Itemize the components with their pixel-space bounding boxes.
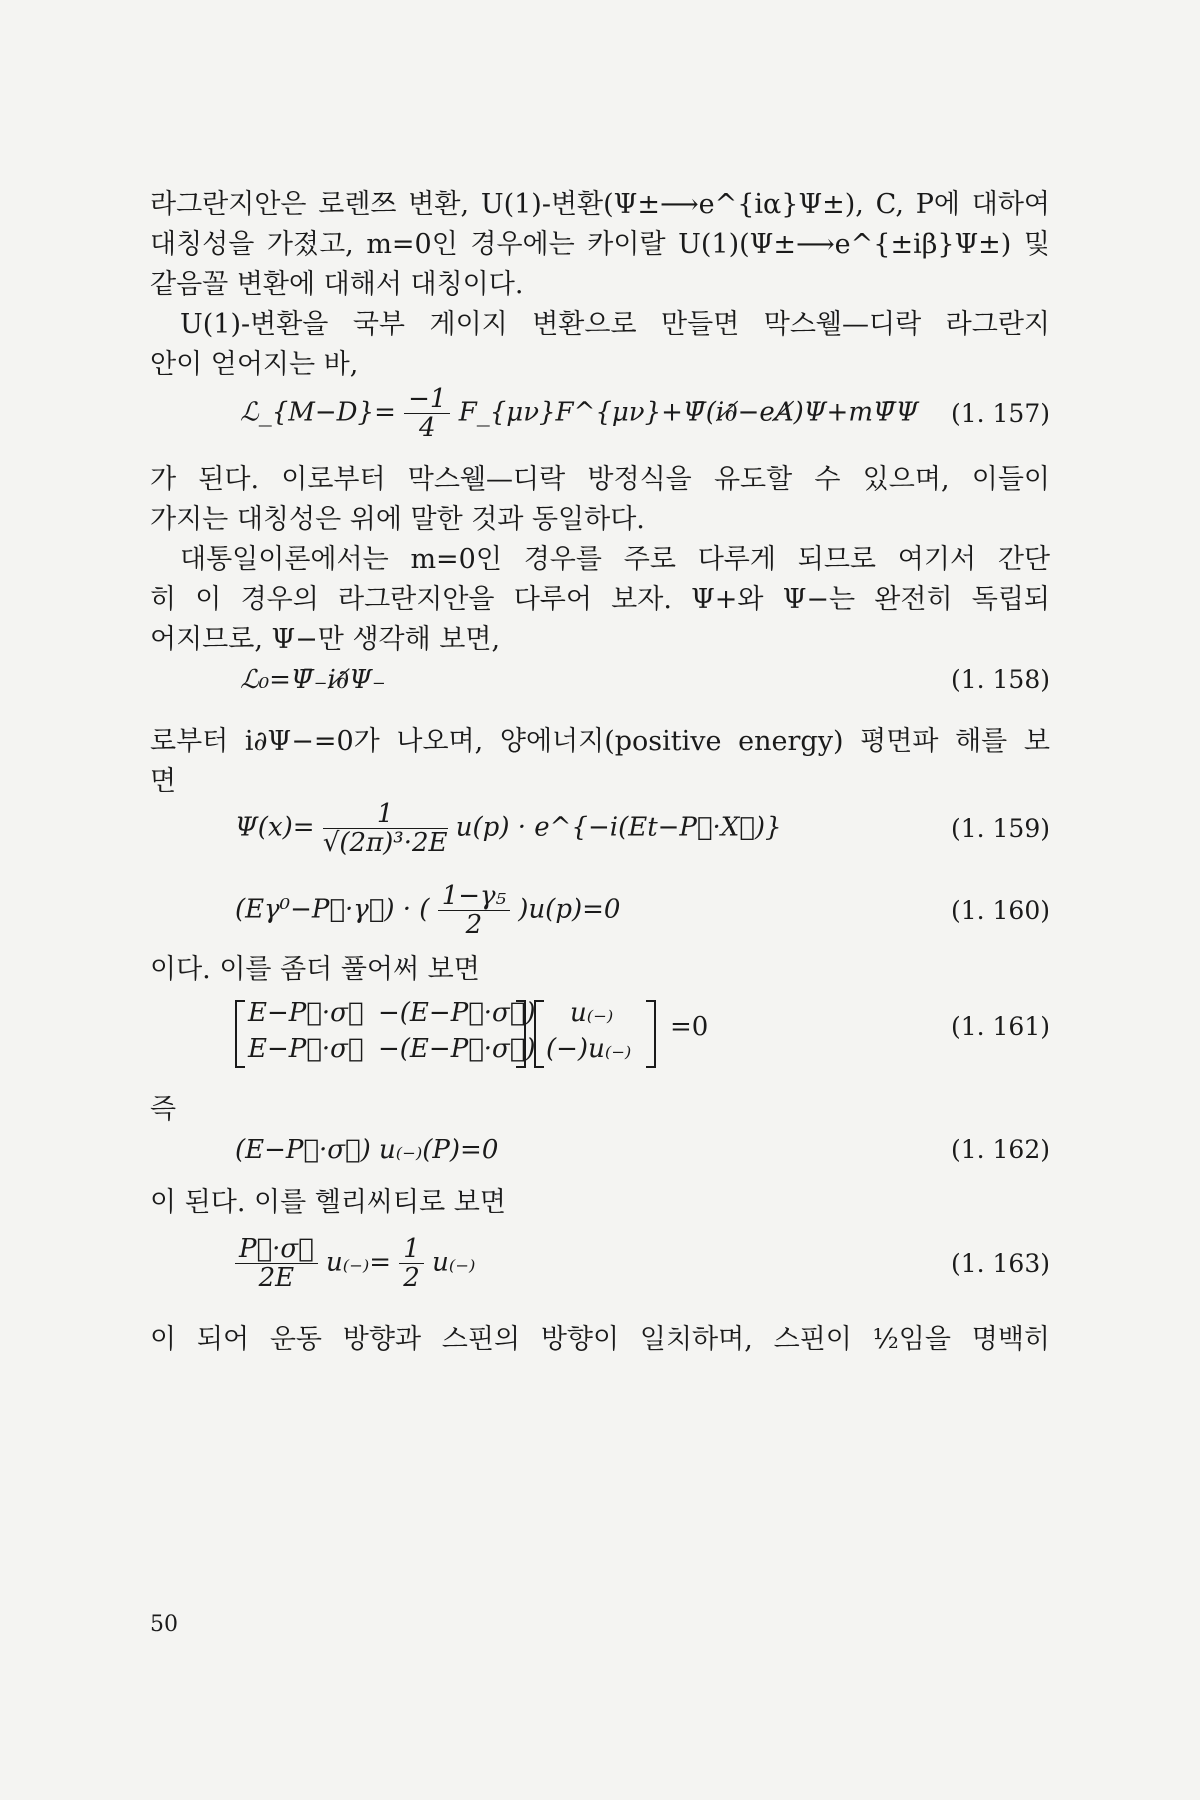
- equation-number: (1. 157): [950, 399, 1050, 428]
- matrix-right-bracket: [516, 1000, 526, 1068]
- eq-rhs: F_{μν}F^{μν}+Ψ̄(i∂̸−eA̸)Ψ+mΨ̄Ψ: [458, 397, 919, 428]
- fraction-denominator: 2: [465, 910, 483, 940]
- equation-1-161: [150, 998, 1050, 1078]
- eq-fraction: [399, 1235, 424, 1292]
- text-line: 가지는 대칭성은 위에 말한 것과 동일하다.: [150, 504, 645, 535]
- equation-number: (1. 163): [950, 1249, 1050, 1278]
- eq-fraction: [323, 800, 448, 857]
- page-number: 50: [150, 1612, 178, 1637]
- fraction-numerator: −1: [404, 385, 450, 414]
- text-line: 이다. 이를 좀더 풀어써 보면: [150, 954, 480, 985]
- matrix-cell: −(E−P⃗·σ⃗): [378, 1034, 536, 1064]
- equation-number: (1. 160): [950, 896, 1050, 925]
- vector-cell: (−)u₍₋₎: [546, 1034, 632, 1064]
- equation-number: (1. 162): [950, 1135, 1050, 1164]
- matrix-left-bracket: [235, 1000, 245, 1068]
- equation-number: (1. 161): [950, 1012, 1050, 1041]
- text-line: 히 이 경우의 라그란지안을 다루어 보자. Ψ+와 Ψ−는 완전히 독립되: [150, 584, 1050, 615]
- text-line: 라그란지안은 로렌쯔 변환, U(1)-변환(Ψ±⟶e^{iα}Ψ±), C, P에 대하여: [150, 189, 1050, 220]
- eq-fraction: [404, 385, 450, 442]
- equation-number: (1. 158): [950, 665, 1050, 694]
- eq-expression: (E−P⃗·σ⃗) u₍₋₎(P)=0: [235, 1135, 499, 1165]
- fraction-numerator: P⃗·σ⃗: [235, 1235, 318, 1264]
- eq-lhs: ℒ_{M−D}=: [240, 397, 396, 428]
- eq-fraction: [438, 882, 510, 939]
- vector-cell: u₍₋₎: [570, 998, 614, 1028]
- text-line: 가 된다. 이로부터 막스웰—디락 방정식을 유도할 수 있으며, 이들이: [150, 464, 1050, 495]
- matrix-cell: −(E−P⃗·σ⃗): [378, 998, 536, 1028]
- text-line: 즉: [150, 1094, 177, 1125]
- equation-1-163: [150, 1235, 1050, 1295]
- eq-rhs: =0: [670, 1012, 709, 1042]
- text-line: 이 된다. 이를 헬리씨티로 보면: [150, 1187, 506, 1218]
- eq-expression: ℒ₀=Ψ̄₋i∂̸Ψ₋: [240, 665, 386, 695]
- equation-number: (1. 159): [950, 814, 1050, 843]
- eq-rhs: u₍₋₎: [432, 1247, 476, 1278]
- fraction-numerator: 1: [323, 800, 448, 829]
- text-line: 어지므로, Ψ−만 생각해 보면,: [150, 624, 501, 655]
- equation-1-160: [150, 882, 1050, 942]
- book-page: [150, 0, 1050, 1800]
- matrix-cell: E−P⃗·σ⃗: [248, 998, 364, 1028]
- matrix-cell: E−P⃗·σ⃗: [248, 1034, 364, 1064]
- eq-rhs: )u(p)=0: [518, 894, 621, 925]
- eq-middle: u₍₋₎=: [325, 1247, 392, 1278]
- eq-rhs: u(p) · e^{−i(Et−P⃗·X⃗)}: [455, 812, 782, 843]
- text-line: 대칭성을 가졌고, m=0인 경우에는 카이랄 U(1)(Ψ±⟶e^{±iβ}Ψ±) 및: [150, 229, 1050, 260]
- fraction-denominator: 2E: [258, 1263, 295, 1293]
- fraction-numerator: 1: [399, 1235, 424, 1264]
- text-line: 안이 얻어지는 바,: [150, 349, 359, 380]
- eq-lhs: (Eγ⁰−P⃗·γ⃗) · (: [235, 894, 430, 925]
- equation-1-158: [150, 665, 1050, 725]
- vector-left-bracket: [534, 1000, 544, 1068]
- equation-1-159: [150, 800, 1050, 860]
- text-line: 이 되어 운동 방향과 스핀의 방향이 일치하며, 스핀이 ½임을 명백히: [150, 1324, 1050, 1355]
- equation-1-157: [150, 385, 1050, 445]
- fraction-denominator: 2: [403, 1263, 420, 1293]
- text-line: U(1)-변환을 국부 게이지 변환으로 만들면 막스웰—디락 라그란지: [180, 309, 1050, 340]
- eq-fraction: [235, 1235, 318, 1292]
- text-line: 로부터 i∂Ψ−=0가 나오며, 양에너지(positive energy) 평면파 해를 보: [150, 726, 1050, 757]
- text-line: 같음꼴 변환에 대해서 대칭이다.: [150, 269, 524, 300]
- text-line: 대통일이론에서는 m=0인 경우를 주로 다루게 되므로 여기서 간단: [180, 544, 1050, 575]
- vector-right-bracket: [646, 1000, 656, 1068]
- eq-lhs: Ψ(x)=: [235, 812, 315, 843]
- text-line: 면: [150, 766, 177, 797]
- fraction-numerator: 1−γ₅: [438, 882, 510, 911]
- fraction-denominator: √(2π)³·2E: [322, 828, 448, 858]
- fraction-denominator: 4: [419, 413, 436, 443]
